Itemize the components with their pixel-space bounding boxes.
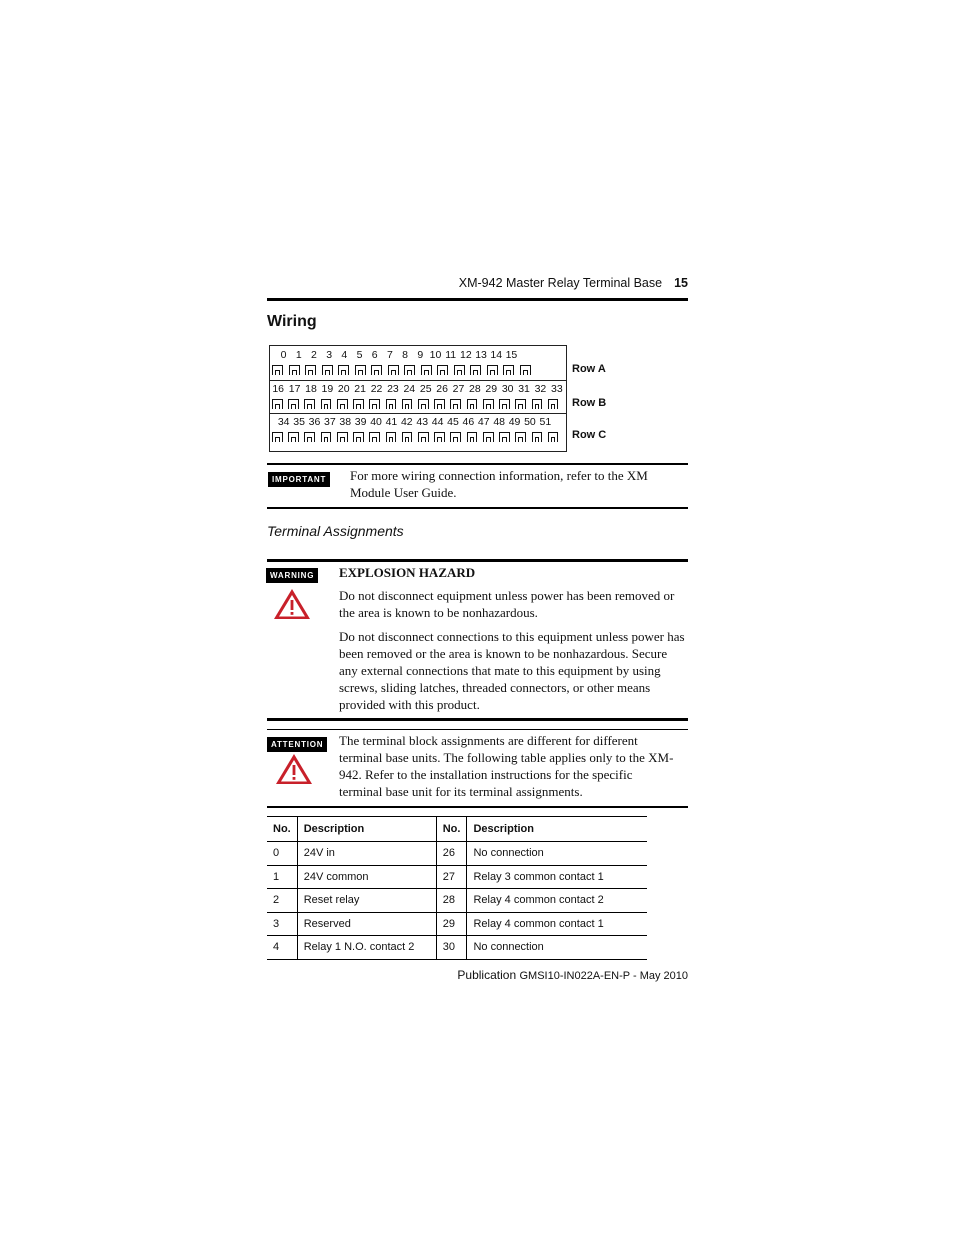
terminal-slot [288, 399, 299, 409]
terminal-slot [434, 399, 445, 409]
terminal-slot [353, 399, 364, 409]
cell-description: Reserved [297, 912, 436, 936]
terminal-slot [371, 365, 382, 375]
terminal-number: 31 [518, 383, 530, 395]
page-number: 15 [674, 276, 688, 290]
running-title: XM-942 Master Relay Terminal Base [458, 276, 663, 290]
warning-badge: WARNING [266, 568, 318, 583]
terminal-slot [337, 399, 348, 409]
cell-no: 27 [436, 865, 467, 889]
terminal-number: 6 [371, 349, 378, 361]
terminal-number: 9 [417, 349, 424, 361]
table-row [267, 842, 647, 866]
terminal-number: 21 [354, 383, 366, 395]
row-a-numbers [270, 349, 572, 361]
terminal-number: 0 [280, 349, 287, 361]
terminal-slot [402, 399, 413, 409]
terminal-slot [304, 399, 315, 409]
terminal-number: 37 [324, 416, 336, 428]
terminal-slot [288, 432, 299, 442]
terminal-slot [454, 365, 465, 375]
important-rule-bottom [267, 507, 688, 509]
warning-rule-top [267, 559, 688, 562]
terminal-number: 39 [354, 416, 367, 428]
row-b-numbers [270, 383, 566, 395]
terminal-slot [421, 365, 432, 375]
terminal-assignments-caption: Terminal Assignments [267, 523, 404, 539]
terminal-slot [487, 365, 498, 375]
terminal-assignments-table [267, 816, 647, 960]
terminal-slot [338, 365, 349, 375]
terminal-number: 28 [469, 383, 481, 395]
terminal-slot [520, 365, 531, 375]
terminal-number: 14 [490, 349, 503, 361]
terminal-slot [404, 365, 415, 375]
row-c-numbers [270, 416, 572, 428]
warning-paragraph-2: Do not disconnect connections to this equipment unless power has been removed or the area is known to be nonhazardous. Secure any external connections that mate to this equipment by using screws, sliding latches, threaded connectors, or other means provided with this product. [339, 629, 685, 712]
terminal-slot [483, 432, 494, 442]
terminal-slot [272, 432, 283, 442]
terminal-slot [470, 365, 481, 375]
terminal-slot [499, 432, 510, 442]
cell-description: Reset relay [297, 889, 436, 913]
terminal-number: 43 [416, 416, 429, 428]
terminal-slot [548, 432, 559, 442]
important-rule-top [267, 463, 688, 465]
warning-triangle-icon [272, 587, 312, 621]
terminal-number: 4 [341, 349, 348, 361]
terminal-slot [289, 365, 300, 375]
row-a-label: Row A [572, 363, 606, 375]
terminal-number: 12 [460, 349, 472, 361]
terminal-number: 25 [419, 383, 432, 395]
diagram-divider [270, 413, 566, 414]
attention-text: The terminal block assignments are different for different terminal base units. The following table applies only to the XM-942. Refer to the installation instructions for the specific terminal base unit for its terminal assignments. [339, 733, 674, 799]
diagram-divider [270, 380, 566, 381]
terminal-number: 19 [321, 383, 334, 395]
publication-label: Publication [457, 968, 517, 982]
terminal-number: 42 [400, 416, 413, 428]
terminal-number: 13 [475, 349, 487, 361]
column-header-no: No. [436, 817, 467, 842]
terminal-slot [304, 432, 315, 442]
terminal-number: 3 [326, 349, 333, 361]
attention-badge: ATTENTION [267, 737, 327, 752]
terminal-number: 26 [436, 383, 448, 395]
running-header [0, 276, 688, 290]
terminal-number: 24 [403, 383, 416, 395]
terminal-number: 51 [539, 416, 552, 428]
cell-no: 0 [267, 842, 297, 866]
terminal-number: 16 [272, 383, 285, 395]
warning-content [339, 564, 685, 713]
terminal-slot [386, 432, 397, 442]
terminal-slot [503, 365, 514, 375]
terminal-number: 34 [277, 416, 290, 428]
terminal-slot [450, 399, 461, 409]
terminal-slot [532, 399, 543, 409]
terminal-slot [386, 399, 397, 409]
cell-no: 2 [267, 889, 297, 913]
terminal-number: 5 [356, 349, 363, 361]
terminal-slot [353, 432, 364, 442]
terminal-slot [322, 365, 333, 375]
cell-description: Relay 1 N.O. contact 2 [297, 936, 436, 960]
terminal-number: 27 [452, 383, 465, 395]
cell-no: 28 [436, 889, 467, 913]
terminal-slot [402, 432, 413, 442]
terminal-number: 44 [431, 416, 444, 428]
cell-no: 1 [267, 865, 297, 889]
terminal-number: 7 [386, 349, 393, 361]
terminal-number: 30 [501, 383, 514, 395]
terminal-slot [388, 365, 399, 375]
terminal-slot [532, 432, 543, 442]
table-row [267, 865, 647, 889]
terminal-number: 20 [337, 383, 350, 395]
cell-no: 3 [267, 912, 297, 936]
terminal-number: 50 [524, 416, 536, 428]
cell-no: 29 [436, 912, 467, 936]
attention-rule-bottom [267, 806, 688, 808]
attention-triangle-icon [274, 752, 314, 786]
terminal-slot [515, 399, 526, 409]
terminal-slot [515, 432, 526, 442]
terminal-number: 22 [370, 383, 383, 395]
terminal-slot [355, 365, 366, 375]
terminal-number: 29 [485, 383, 498, 395]
terminal-slot [548, 399, 559, 409]
section-heading: Wiring [267, 313, 317, 330]
terminal-slot [434, 432, 445, 442]
row-c-label: Row C [572, 429, 607, 441]
row-c-terminals [272, 432, 564, 445]
terminal-number: 11 [445, 349, 457, 361]
column-header-description: Description [467, 817, 647, 842]
terminal-number: 10 [429, 349, 442, 361]
publication-code: GMSI10-IN022A-EN-P - May 2010 [519, 970, 688, 982]
important-text: For more wiring connection information, refer to the XM Module User Guide. [350, 468, 648, 500]
terminal-number: 41 [385, 416, 398, 428]
cell-description: No connection [467, 842, 647, 866]
terminal-number: 33 [550, 383, 563, 395]
terminal-number: 36 [308, 416, 321, 428]
terminal-slot [437, 365, 448, 375]
warning-title: EXPLOSION HAZARD [339, 565, 476, 580]
important-badge: IMPORTANT [268, 472, 330, 487]
terminal-slot [450, 432, 461, 442]
column-header-no: No. [267, 817, 297, 842]
warning-rule-bottom [267, 718, 688, 721]
terminal-slot [272, 399, 283, 409]
terminal-slot [305, 365, 316, 375]
terminal-slot [369, 432, 380, 442]
terminal-number: 47 [477, 416, 490, 428]
cell-description: 24V in [297, 842, 436, 866]
terminal-number: 17 [288, 383, 301, 395]
terminal-number: 2 [311, 349, 317, 361]
publication-footer [0, 968, 688, 982]
cell-description: 24V common [297, 865, 436, 889]
terminal-number: 49 [508, 416, 521, 428]
terminal-slot [418, 399, 429, 409]
terminal-number: 15 [505, 349, 518, 361]
terminal-slot [337, 432, 348, 442]
attention-rule-top [267, 729, 688, 730]
terminal-number: 48 [493, 416, 505, 428]
row-a-terminals [272, 365, 564, 378]
table-row [267, 936, 647, 960]
cell-no: 30 [436, 936, 467, 960]
header-rule [267, 298, 688, 301]
terminal-number: 38 [339, 416, 352, 428]
terminal-slot [467, 399, 478, 409]
cell-description: Relay 3 common contact 1 [467, 865, 647, 889]
terminal-number: 45 [447, 416, 459, 428]
terminal-diagram [269, 345, 567, 452]
table-header-row [267, 817, 647, 842]
terminal-number: 35 [293, 416, 305, 428]
terminal-number: 46 [462, 416, 475, 428]
terminal-number: 1 [295, 349, 302, 361]
terminal-slot [499, 399, 510, 409]
terminal-slot [321, 399, 332, 409]
terminal-number: 8 [402, 349, 409, 361]
terminal-slot [467, 432, 478, 442]
cell-no: 4 [267, 936, 297, 960]
cell-description: Relay 4 common contact 1 [467, 912, 647, 936]
terminal-slot [272, 365, 283, 375]
column-header-description: Description [297, 817, 436, 842]
terminal-slot [483, 399, 494, 409]
cell-description: No connection [467, 936, 647, 960]
terminal-number: 32 [534, 383, 547, 395]
row-b-label: Row B [572, 397, 607, 409]
cell-description: Relay 4 common contact 2 [467, 889, 647, 913]
terminal-number: 23 [387, 383, 399, 395]
table-row [267, 889, 647, 913]
warning-paragraph-1: Do not disconnect equipment unless power has been removed or the area is known to be nonhazardous. [339, 588, 675, 620]
cell-no: 26 [436, 842, 467, 866]
row-b-terminals [272, 399, 564, 412]
terminal-slot [418, 432, 429, 442]
terminal-slot [369, 399, 380, 409]
table-row [267, 912, 647, 936]
terminal-slot [321, 432, 332, 442]
terminal-number: 40 [370, 416, 382, 428]
terminal-number: 18 [305, 383, 317, 395]
